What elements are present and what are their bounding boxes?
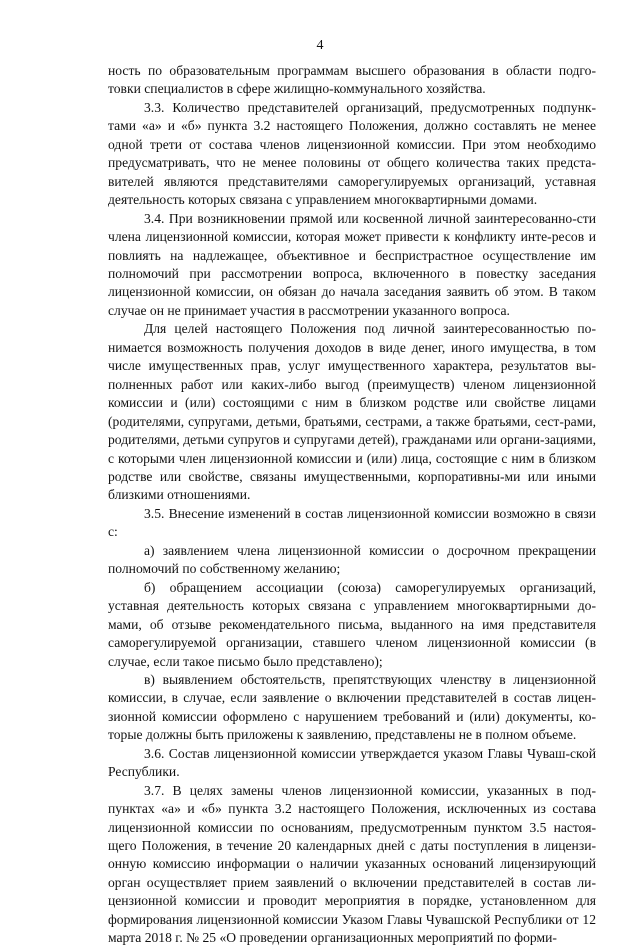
body-paragraph: 3.6. Состав лицензионной комиссии утверждается указом Главы Чуваш-ской Республики. <box>108 745 596 780</box>
body-paragraph: ность по образовательным программам высшего образования в области подго-товки специалистов в сфере жилищно-коммунального хозяйства. <box>108 63 596 97</box>
body-paragraph: 3.5. Внесение изменений в состав лицензионной комиссии возможно в связи с: <box>108 505 596 540</box>
body-paragraph: 3.3. Количество представителей организаций, предусмотренных подпунк-тами «а» и «б» пункта 3.2 настоящего Положения, должно составлять не менее одной трети от состава членов лицензионной комиссии. При этом необходимо предусматривать, что не менее половины от общего количества таких предста-вителей являются представителями саморегулируемых организаций, уставная деятельность которых связана с управлением многоквартирными домами. <box>108 99 596 208</box>
body-paragraph: а) заявлением члена лицензионной комиссии о досрочном прекращении полномочий по собственному желанию; <box>108 542 596 577</box>
document-body <box>108 62 596 948</box>
body-paragraph: Для целей настоящего Положения под личной заинтересованностью по-нимается возможность получения доходов в виде денег, иного имущества, в том числе имущественных прав, услуг имущественного характера, результатов вы-полненных работ или каких-либо выгод (преимуществ) членом лицензионной комиссии и (или) состоящими с ним в близком родстве или свойстве лицами (родителями, супругами, детьми, братьями, сестрами, а также братьями, сест-рами, родителями, детьми супругов и супругами детей), гражданами или органи-зациями, с которыми член лицензионной комиссии и (или) лица, состоящие с ним в близком родстве или свойстве, связаны имущественными, корпоративны-ми или иными близкими отношениями. <box>108 321 596 503</box>
page-number: 4 <box>316 38 324 53</box>
body-paragraph: 3.4. При возникновении прямой или косвенной личной заинтересованно-сти члена лицензионной комиссии, которая может привести к конфликту инте-ресов и повлиять на надлежащее, объективное и беспристрастное осуществление им полномочий при рассмотрении вопроса, включенного в повестку заседания лицензионной комиссии, он обязан до начала заседания заявить об этом. В таком случае он не принимает участия в рассмотрении указанного вопроса. <box>108 210 596 318</box>
body-paragraph: в) выявлением обстоятельств, препятствующих членству в лицензионной комиссии, в случае, если заявление о включении представителей в состав лицен-зионной комиссии оформлено с нарушением требований и (или) документы, ко-торые должны быть приложены к заявлению, представлены не в полном объеме. <box>108 671 596 743</box>
body-paragraph: 3.7. В целях замены членов лицензионной комиссии, указанных в под-пунктах «а» и «б» пункта 3.2 настоящего Положения, исключенных из состава лицензионной комиссии по основаниям, предусмотренным пунктом 3.5 настоя-щего Положения, в течение 20 календарных дней с даты поступления в лицензи-онную комиссию информации о наличии указанных оснований лицензирующий орган осуществляет прием заявлений о включении представителей в состав ли-цензионной комиссии и проводит мероприятия в порядке, установленном для формирования лицензионной комиссии Указом Главы Чувашской Республики от 12 марта 2018 г. № 25 «О проведении организационных мероприятий по форми- <box>108 782 596 946</box>
body-paragraph: б) обращением ассоциации (союза) саморегулируемых организаций, уставная деятельность которых связана с управлением многоквартирными до-мами, об отзыве рекомендательного письма, выданного на имя представителя саморегулируемой организации, ставшего членом лицензионной комиссии (в случае, если такое письмо было представлено); <box>108 579 596 669</box>
